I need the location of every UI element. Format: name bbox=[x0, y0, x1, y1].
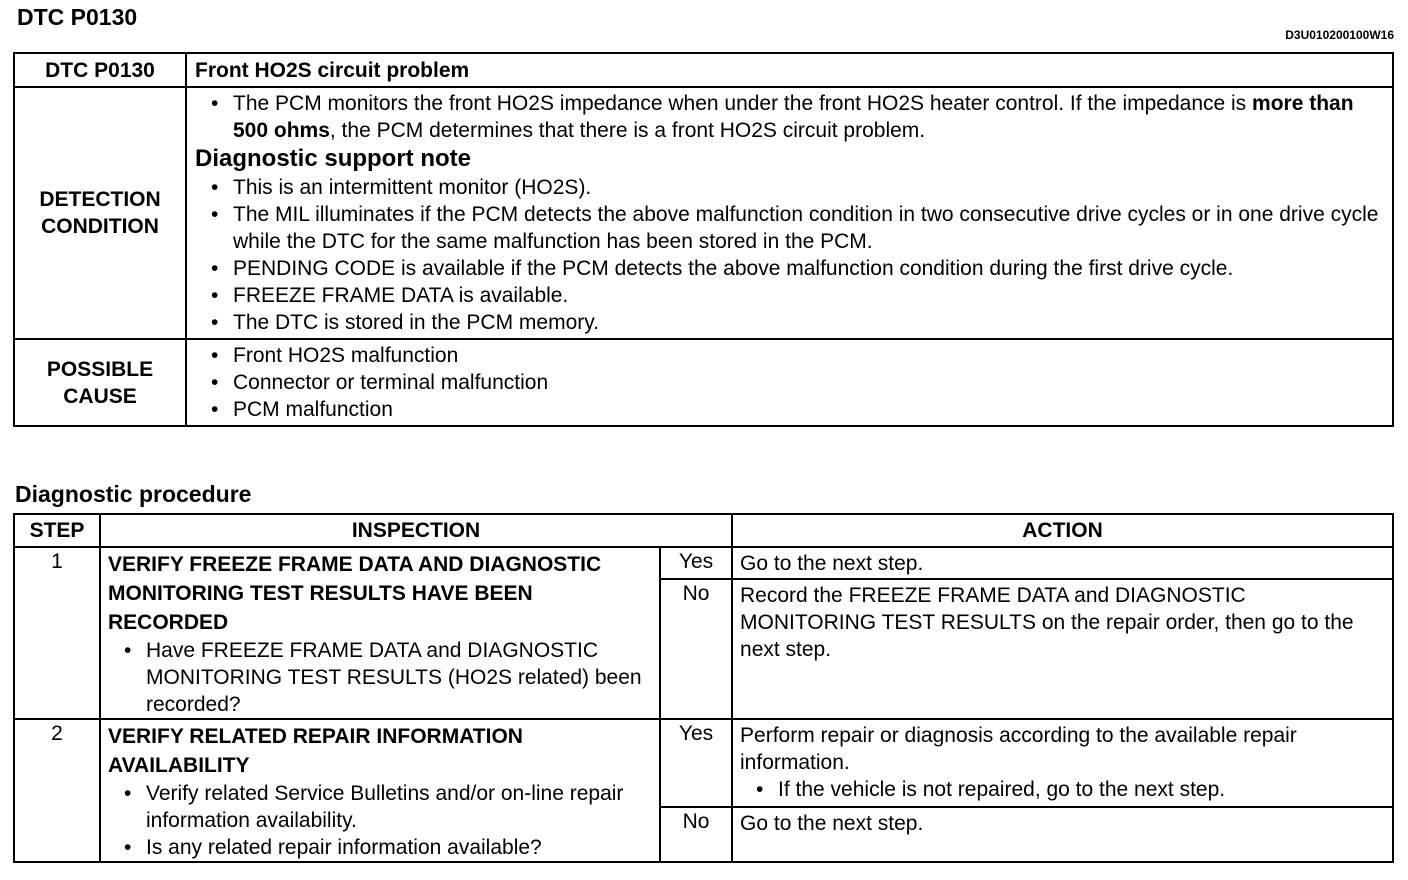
support-note-heading: Diagnostic support note bbox=[195, 145, 471, 172]
yes-action: Go to the next step. bbox=[732, 547, 1393, 579]
yes-action-text: Perform repair or diagnosis according to the available repair information. bbox=[740, 724, 1297, 774]
detection-label-line-2: CONDITION bbox=[41, 215, 159, 238]
list-item: • Front HO2S malfunction bbox=[207, 342, 1384, 369]
inspection-header: INSPECTION bbox=[100, 514, 732, 547]
no-action: Go to the next step. bbox=[732, 807, 1393, 862]
yes-label: Yes bbox=[660, 547, 732, 579]
list-item: • This is an intermittent monitor (HO2S). bbox=[207, 174, 1384, 201]
document-code: D3U010200100W16 bbox=[1285, 28, 1394, 42]
list-item: • PCM malfunction bbox=[207, 396, 1384, 423]
step-inspection bbox=[100, 547, 660, 719]
possible-cause-label bbox=[14, 339, 186, 426]
yes-action bbox=[732, 719, 1393, 807]
detection-condition-row bbox=[14, 87, 1393, 339]
yes-label: Yes bbox=[660, 719, 732, 807]
step-header: STEP bbox=[14, 514, 100, 547]
inspection-title: VERIFY FREEZE FRAME DATA AND DIAGNOSTIC MONITORING TEST RESULTS HAVE BEEN RECORDED bbox=[108, 553, 602, 634]
table-row bbox=[14, 547, 1393, 579]
diagnostic-procedure-table bbox=[13, 513, 1394, 863]
detection-intro-item bbox=[207, 90, 1384, 144]
dtc-header-row bbox=[14, 53, 1393, 87]
dtc-description: Front HO2S circuit problem bbox=[186, 53, 1393, 87]
inspection-title: VERIFY RELATED REPAIR INFORMATION AVAILABILITY bbox=[108, 725, 523, 777]
list-item: • Is any related repair information available? bbox=[120, 834, 653, 861]
no-label: No bbox=[660, 807, 732, 862]
cause-label-line-1: POSSIBLE bbox=[46, 357, 154, 381]
no-action: Record the FREEZE FRAME DATA and DIAGNOSTIC MONITORING TEST RESULTS on the repair order, then go to the next step. bbox=[732, 579, 1393, 719]
dtc-code-cell: DTC P0130 bbox=[14, 53, 186, 87]
action-header: ACTION bbox=[732, 514, 1393, 547]
support-note-list bbox=[195, 174, 1384, 336]
yes-action-list bbox=[740, 776, 1386, 803]
dtc-info-table bbox=[13, 52, 1394, 427]
procedure-header-row bbox=[14, 514, 1393, 547]
intro-text-b: , the PCM determines that there is a front HO2S circuit problem. bbox=[329, 119, 926, 142]
cause-label-line-2: CAUSE bbox=[63, 384, 137, 408]
list-item: • Verify related Service Bulletins and/or on-line repair information availability. bbox=[120, 780, 653, 834]
possible-cause-content bbox=[186, 339, 1393, 426]
step-number: 2 bbox=[14, 719, 100, 862]
detection-condition-content bbox=[186, 87, 1393, 339]
list-item: • PENDING CODE is available if the PCM detects the above malfunction condition during the first drive cycle. bbox=[207, 255, 1384, 282]
step-number: 1 bbox=[14, 547, 100, 719]
intro-text-a: The PCM monitors the front HO2S impedance when under the front HO2S heater control. If the impedance is bbox=[233, 92, 1253, 115]
detection-intro-list bbox=[195, 90, 1384, 144]
cause-list bbox=[195, 342, 1384, 423]
inspection-list bbox=[108, 780, 653, 861]
list-item: • Have FREEZE FRAME DATA and DIAGNOSTIC MONITORING TEST RESULTS (HO2S related) been recorded? bbox=[120, 637, 653, 718]
procedure-section-title: Diagnostic procedure bbox=[15, 481, 252, 507]
list-item: • The DTC is stored in the PCM memory. bbox=[207, 309, 1384, 336]
list-item: • If the vehicle is not repaired, go to the next step. bbox=[752, 776, 1386, 803]
list-item: • Connector or terminal malfunction bbox=[207, 369, 1384, 396]
list-item: • The MIL illuminates if the PCM detects the above malfunction condition in two consecutive drive cycles or in one drive cycle while the DTC for the same malfunction has been stored in the PCM. bbox=[207, 201, 1384, 255]
possible-cause-row bbox=[14, 339, 1393, 426]
table-row bbox=[14, 719, 1393, 807]
page-title: DTC P0130 bbox=[17, 4, 138, 30]
intro-threshold: more than 500 ohms bbox=[233, 92, 1354, 142]
step-inspection bbox=[100, 719, 660, 862]
no-label: No bbox=[660, 579, 732, 719]
detection-label-line-1: DETECTION bbox=[39, 188, 161, 211]
list-item: • FREEZE FRAME DATA is available. bbox=[207, 282, 1384, 309]
detection-condition-label bbox=[14, 87, 186, 339]
inspection-list bbox=[108, 637, 653, 718]
